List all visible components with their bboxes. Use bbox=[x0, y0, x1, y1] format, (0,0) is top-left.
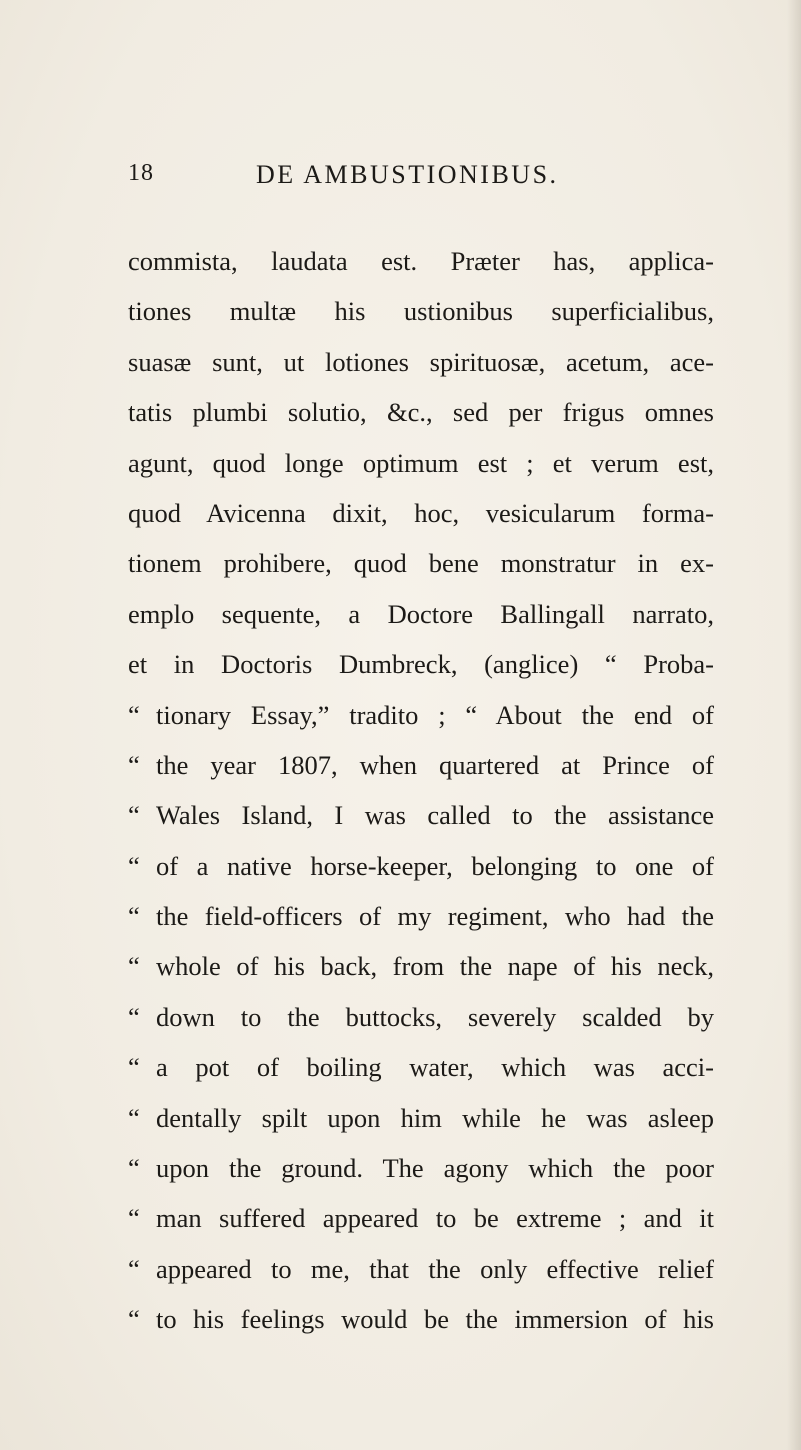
line-text: dentally spilt upon him while he was asleep bbox=[156, 1102, 714, 1133]
line-text: upon the ground. The agony which the poor bbox=[156, 1153, 714, 1184]
quote-mark: “ bbox=[128, 1253, 140, 1284]
text-line bbox=[128, 589, 714, 639]
quote-mark: “ bbox=[128, 1052, 140, 1083]
text-line bbox=[128, 1093, 714, 1143]
quote-mark: “ bbox=[128, 749, 140, 780]
text-line bbox=[128, 1294, 714, 1344]
text-line bbox=[128, 841, 714, 891]
quote-mark: “ bbox=[128, 850, 140, 881]
quote-mark: “ bbox=[128, 951, 140, 982]
text-line bbox=[128, 488, 714, 538]
line-text: down to the buttocks, severely scalded by bbox=[156, 1001, 714, 1032]
line-text: et in Doctoris Dumbreck, (anglice) “ Proba- bbox=[128, 649, 714, 680]
text-line bbox=[128, 286, 714, 336]
text-line bbox=[128, 337, 714, 387]
text-line bbox=[128, 941, 714, 991]
text-line bbox=[128, 438, 714, 488]
line-text: tiones multæ his ustionibus superficialibus, bbox=[128, 296, 714, 327]
line-text: agunt, quod longe optimum est ; et verum est, bbox=[128, 447, 714, 478]
line-text: tionary Essay,” tradito ; “ About the end of bbox=[156, 699, 714, 730]
text-line bbox=[128, 690, 714, 740]
quote-mark: “ bbox=[128, 1153, 140, 1184]
line-text: commista, laudata est. Præter has, applica- bbox=[128, 246, 714, 276]
text-line bbox=[128, 538, 714, 588]
line-text: of a native horse-keeper, belonging to one of bbox=[156, 850, 714, 881]
body-text bbox=[128, 236, 714, 1345]
text-line bbox=[128, 891, 714, 941]
quote-mark: “ bbox=[128, 800, 140, 831]
quote-mark: “ bbox=[128, 1304, 140, 1335]
quote-mark: “ bbox=[128, 1001, 140, 1032]
page-header bbox=[128, 160, 688, 196]
text-line bbox=[128, 992, 714, 1042]
quote-mark: “ bbox=[128, 901, 140, 932]
page-number: 18 bbox=[128, 160, 154, 186]
text-line bbox=[128, 236, 714, 286]
line-text: suasæ sunt, ut lotiones spirituosæ, acetum, ace- bbox=[128, 346, 714, 377]
line-text: to his feelings would be the immersion of his bbox=[156, 1304, 714, 1335]
line-text: tatis plumbi solutio, &c., sed per frigus omnes bbox=[128, 397, 714, 428]
line-text: a pot of boiling water, which was acci- bbox=[156, 1052, 714, 1083]
text-line bbox=[128, 639, 714, 689]
text-line bbox=[128, 790, 714, 840]
text-line bbox=[128, 740, 714, 790]
line-text: appeared to me, that the only effective relief bbox=[156, 1253, 714, 1284]
quote-mark: “ bbox=[128, 699, 140, 730]
line-text: man suffered appeared to be extreme ; and it bbox=[156, 1203, 714, 1234]
text-line bbox=[128, 1143, 714, 1193]
quote-mark: “ bbox=[128, 1102, 140, 1133]
line-text: Wales Island, I was called to the assistance bbox=[156, 800, 714, 831]
line-text: tionem prohibere, quod bene monstratur in ex- bbox=[128, 548, 714, 579]
text-line bbox=[128, 387, 714, 437]
text-line bbox=[128, 1193, 714, 1243]
text-line bbox=[128, 1042, 714, 1092]
line-text: quod Avicenna dixit, hoc, vesicularum forma- bbox=[128, 497, 714, 528]
running-title: DE AMBUSTIONIBUS. bbox=[256, 160, 559, 189]
line-text: whole of his back, from the nape of his neck, bbox=[156, 951, 714, 982]
line-text: the field-officers of my regiment, who had the bbox=[156, 901, 714, 932]
text-line bbox=[128, 1244, 714, 1294]
quote-mark: “ bbox=[128, 1203, 140, 1234]
line-text: the year 1807, when quartered at Prince of bbox=[156, 749, 714, 780]
line-text: emplo sequente, a Doctore Ballingall narrato, bbox=[128, 598, 714, 629]
page-edge-shadow bbox=[787, 0, 801, 1450]
